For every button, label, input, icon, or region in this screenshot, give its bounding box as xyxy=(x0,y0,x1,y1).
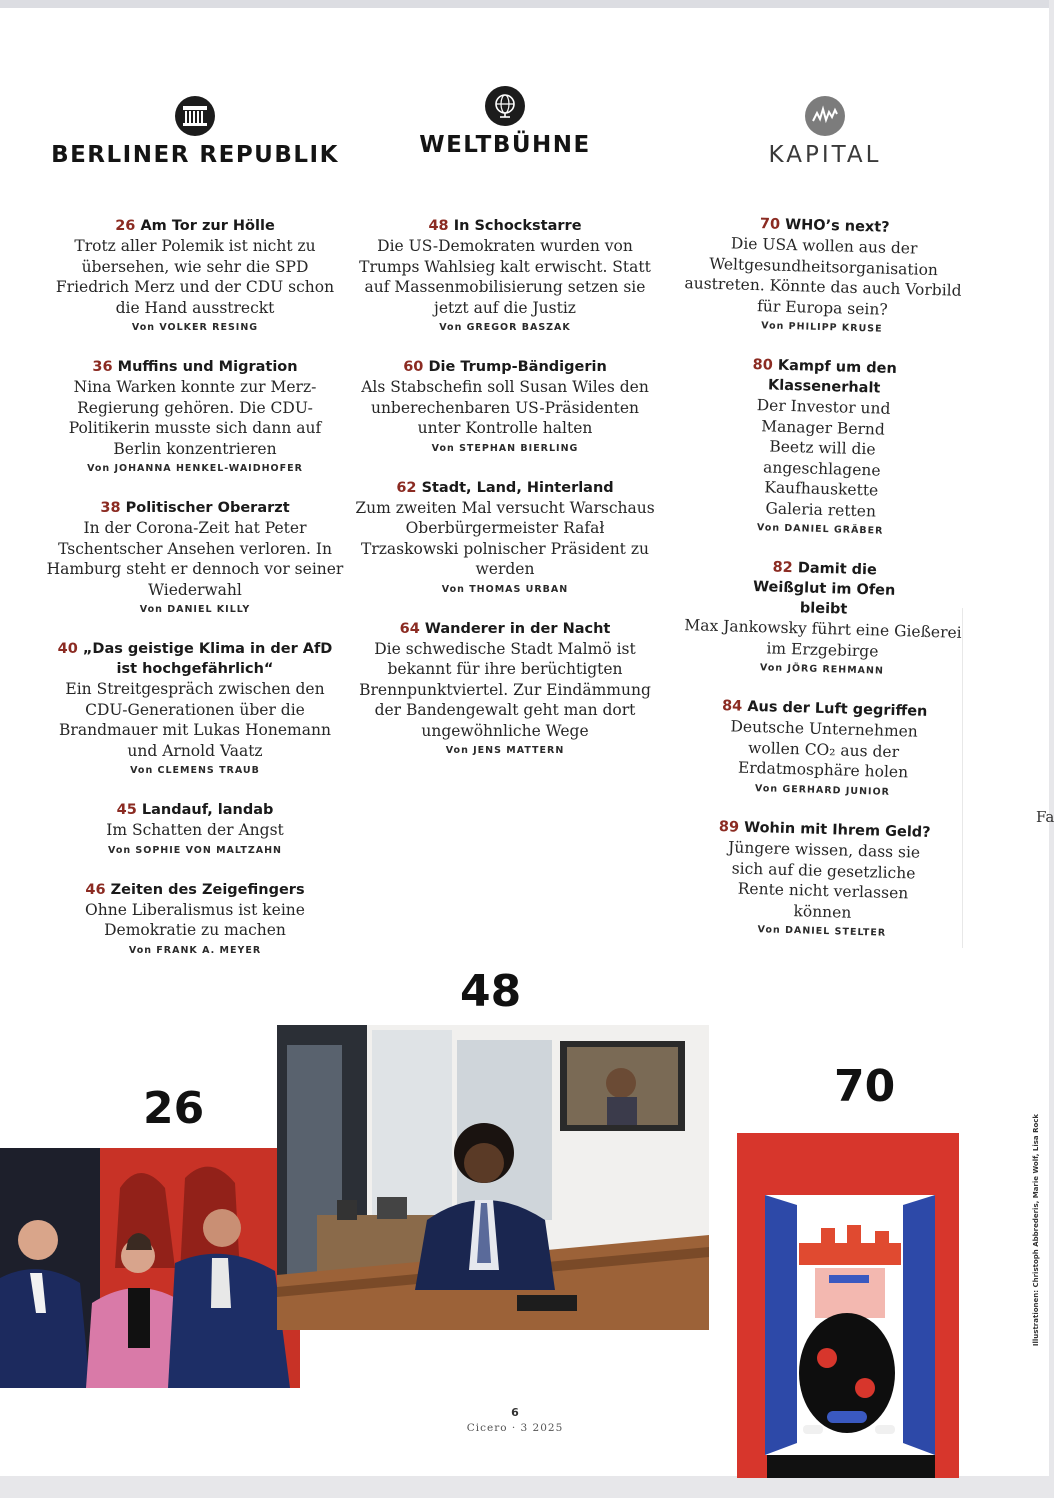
page-ref: 62 xyxy=(396,479,417,496)
entry-author: Von THOMAS URBAN xyxy=(441,583,569,595)
entry-author: Von DANIEL KILLY xyxy=(139,604,251,615)
entry-title: „Das geistige Klima in der AfD ist hochgefährlich“ xyxy=(82,641,333,677)
page-number: 6 xyxy=(511,1406,519,1419)
entry-teaser: Jüngere wissen, dass sie sich auf die gesetzliche Rente nicht verlassen können xyxy=(727,837,921,921)
page-ref: 84 xyxy=(721,698,743,715)
entry-title: Politischer Oberarzt xyxy=(125,500,290,516)
entry-title: Landauf, landab xyxy=(141,802,274,818)
entry-teaser: Die USA wollen aus der Weltgesundheitsorganisation austreten. Könnte das auch Vorbild für Europa sein? xyxy=(684,234,962,319)
entry-teaser: Nina Warken konnte zur Merz-Regierung gehören. Die CDU-Politikerin musste sich dann auf Berlin konzentrieren xyxy=(68,378,322,458)
entry-author: Von JÖRG REHMANN xyxy=(759,662,885,677)
page-ref: 89 xyxy=(718,818,740,836)
toc-entry[interactable] xyxy=(45,216,345,333)
page-ref: 26 xyxy=(115,218,136,234)
section-berliner-republik xyxy=(45,96,345,980)
photo-number-48: 48 xyxy=(460,966,522,1017)
page-ref: 64 xyxy=(399,620,420,637)
magazine-issue: Cicero · 3 2025 xyxy=(466,1422,564,1434)
toc-entry[interactable] xyxy=(355,619,655,757)
photo-number-70: 70 xyxy=(834,1061,896,1112)
entry-title: Am Tor zur Hölle xyxy=(140,218,275,234)
section-title: WELTBÜHNE xyxy=(419,132,591,158)
toc-entry[interactable] xyxy=(45,800,345,856)
entry-teaser: Die schwedische Stadt Malmö ist bekannt für ihre berüchtigten Brennpunktviertel. Zur Eindämmung der Bandengewalt geht man dort ungewöhnliche Wege xyxy=(359,639,651,740)
entry-teaser: Zum zweiten Mal versucht Warschaus Oberbürgermeister Rafał Trzaskowski polnischer Präsident zu werden xyxy=(355,498,655,578)
section-kapital xyxy=(675,96,975,961)
entry-author: Von DANIEL STELTER xyxy=(757,923,887,939)
entry-title: Aus der Luft gegriffen xyxy=(747,698,928,720)
entry-author: Von GERHARD JUNIOR xyxy=(754,782,891,798)
entry-teaser: Trotz aller Polemik ist nicht zu übersehen, wie sehr die SPD Friedrich Merz und der CDU schon die Hand ausstreckt xyxy=(55,237,335,317)
toc-entry[interactable] xyxy=(670,353,975,539)
illustration-credit: Illustrationen: Christoph Abbrederis, Marie Wolf, Lisa Rock xyxy=(1032,1113,1040,1347)
entry-title: Wohin mit Ihrem Geld? xyxy=(743,819,931,841)
entry-title: WHO’s next? xyxy=(784,216,890,236)
page-ref: 60 xyxy=(403,359,424,375)
entry-title: Stadt, Land, Hinterland xyxy=(421,479,614,496)
entry-author: Von FRANK A. MEYER xyxy=(128,944,262,956)
entry-title: Kampf um den Klassenerhalt xyxy=(767,357,897,397)
toc-entry[interactable] xyxy=(355,478,655,595)
entry-teaser: Max Jankowsky führt eine Gießerei im Erzgebirge xyxy=(684,616,962,661)
entry-teaser: Im Schatten der Angst xyxy=(106,821,284,839)
toc-entry[interactable] xyxy=(45,498,345,615)
toc-entry[interactable] xyxy=(355,357,655,454)
section-title: BERLINER REPUBLIK xyxy=(51,142,339,168)
toc-entry[interactable] xyxy=(672,212,975,337)
chart-wave-icon xyxy=(805,96,845,136)
toc-entry[interactable] xyxy=(355,216,655,333)
entry-teaser: Die US-Demokraten wurden von Trumps Wahlsieg kalt erwischt. Statt auf Massenmobilisierung setzen sie jetzt auf die Justiz xyxy=(359,237,651,317)
adjacent-page-text: Fa xyxy=(1036,808,1054,826)
page-gutter-line xyxy=(962,608,963,948)
entry-title: Muffins und Migration xyxy=(117,359,298,375)
entry-title: Zeiten des Zeigefingers xyxy=(110,881,305,898)
entry-teaser: Als Stabschefin soll Susan Wiles den unberechenbaren US-Präsidenten unter Kontrolle halten xyxy=(361,378,649,437)
illustration-70[interactable] xyxy=(737,1133,959,1478)
entry-author: Von VOLKER RESING xyxy=(131,322,259,333)
entry-author: Von STEPHAN BIERLING xyxy=(431,442,579,454)
magazine-page xyxy=(0,8,1054,1476)
page-ref: 48 xyxy=(428,218,449,234)
section-weltbuehne xyxy=(355,86,655,780)
toc-entry[interactable] xyxy=(672,815,975,940)
brandenburg-gate-icon xyxy=(175,96,215,136)
entry-author: Von DANIEL GRÄBER xyxy=(756,522,884,537)
entry-title: In Schockstarre xyxy=(453,218,582,234)
page-ref: 38 xyxy=(100,500,121,516)
entry-author: Von JENS MATTERN xyxy=(445,745,565,756)
entry-author: Von PHILIPP KRUSE xyxy=(761,320,883,335)
page-ref: 40 xyxy=(57,641,78,657)
section-title: KAPITAL xyxy=(768,142,882,168)
entry-title: Die Trump-Bändigerin xyxy=(428,359,607,375)
entry-teaser: In der Corona-Zeit hat Peter Tschentscher Ansehen verloren. In Hamburg steht er dennoch vor seiner Wiederwahl xyxy=(46,519,344,599)
page-ref: 70 xyxy=(759,216,781,233)
globe-icon xyxy=(485,86,525,126)
office-photo[interactable] xyxy=(277,1025,709,1330)
toc-entry[interactable] xyxy=(45,357,345,474)
toc-entry[interactable] xyxy=(45,639,345,776)
page-ref: 45 xyxy=(116,802,137,818)
entry-author: Von JOHANNA HENKEL-WAIDHOFER xyxy=(87,463,303,474)
toc-entry[interactable] xyxy=(672,695,975,800)
toc-entry[interactable] xyxy=(672,555,975,679)
entry-title: Wanderer in der Nacht xyxy=(424,620,611,637)
entry-teaser: Der Investor und Manager Bernd Beetz will die angeschlagene Kaufhauskette Galeria retten xyxy=(756,396,891,520)
entry-author: Von SOPHIE VON MALTZAHN xyxy=(107,844,283,856)
entry-teaser: Ein Streitgespräch zwischen den CDU-Generationen über die Brandmauer mit Lukas Honemann und Arnold Vaatz xyxy=(59,680,331,760)
toc-entry[interactable] xyxy=(45,880,345,956)
page-ref: 46 xyxy=(85,881,106,898)
top-edge xyxy=(0,0,1049,8)
entry-teaser: Deutsche Unternehmen wollen CO₂ aus der Erdatmosphäre holen xyxy=(730,717,919,782)
photo-number-26: 26 xyxy=(143,1083,205,1134)
politicians-photo[interactable] xyxy=(0,1148,300,1388)
entry-title: Damit die Weißglut im Ofen bleibt xyxy=(752,560,896,618)
page-ref: 36 xyxy=(92,359,113,375)
entry-teaser: Ohne Liberalismus ist keine Demokratie zu machen xyxy=(85,900,305,939)
page-ref: 80 xyxy=(752,356,774,374)
page-ref: 82 xyxy=(772,559,793,577)
entry-author: Von CLEMENS TRAUB xyxy=(130,765,260,776)
entry-author: Von GREGOR BASZAK xyxy=(439,322,571,333)
